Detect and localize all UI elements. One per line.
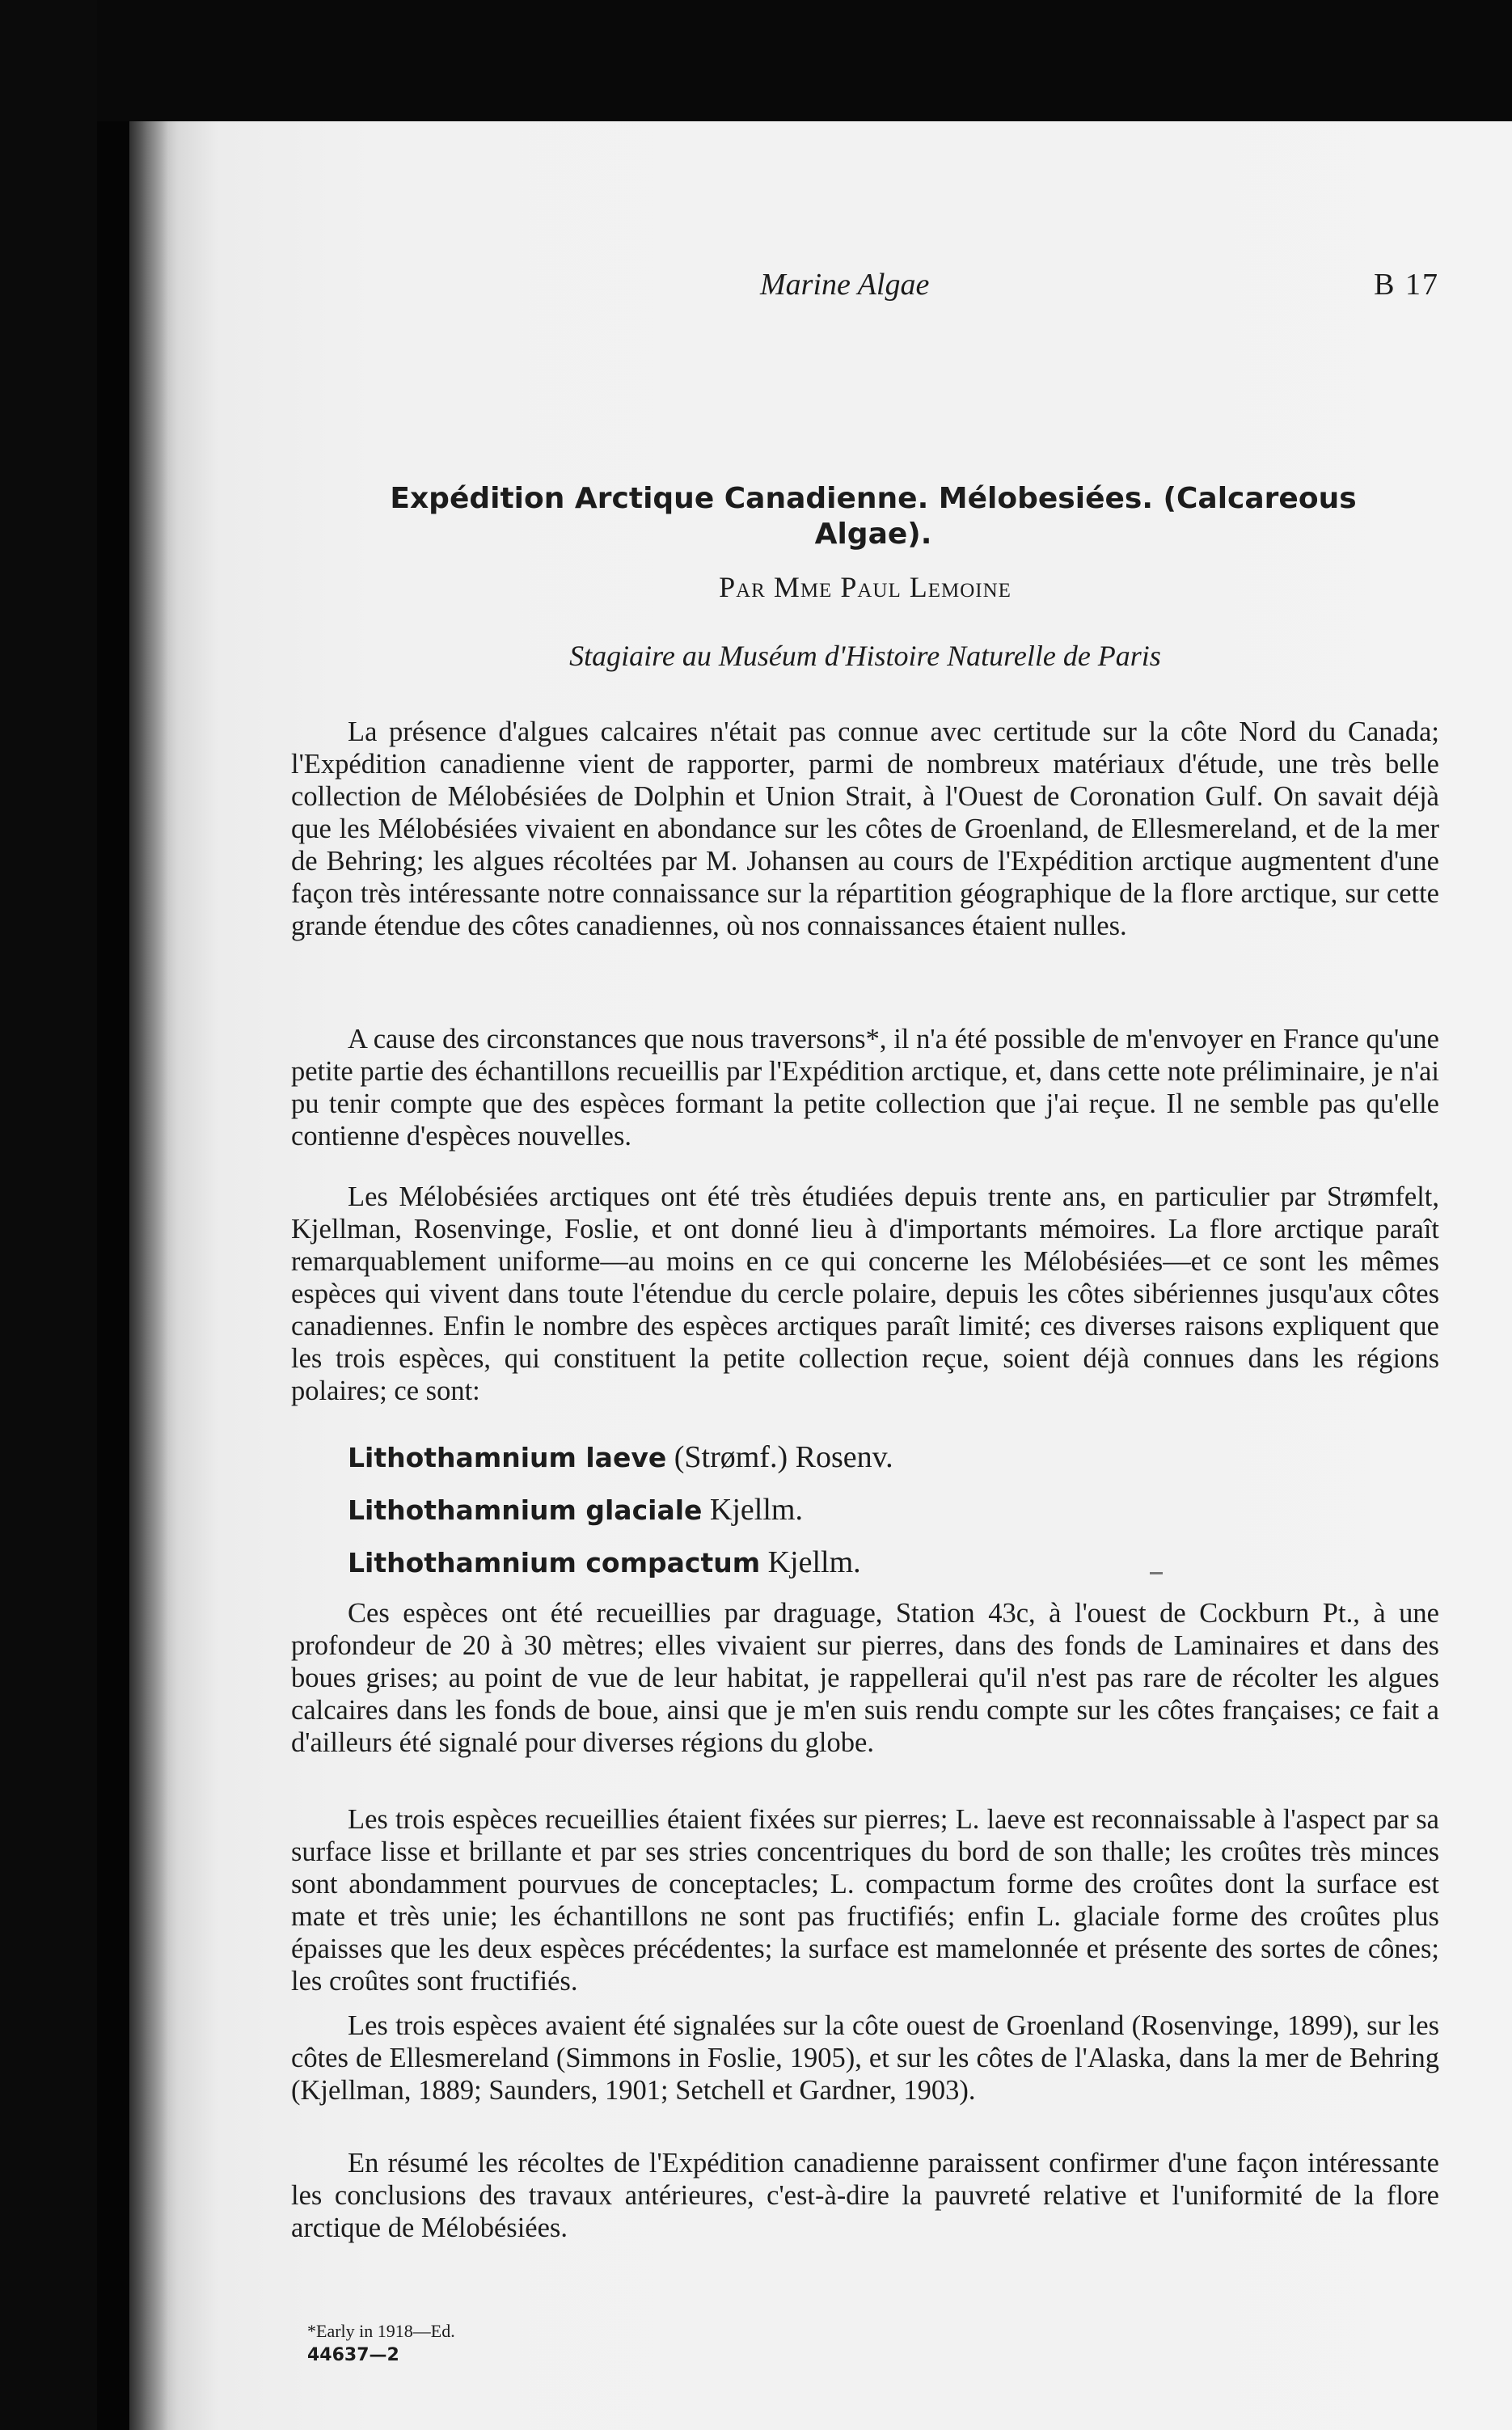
scan-border-left (0, 0, 97, 2430)
page-number: B 17 (1374, 268, 1439, 302)
species-item (348, 1484, 1399, 1536)
species-name: Lithothamnium laeve (348, 1442, 667, 1473)
plate-code: 44637—2 (307, 2345, 399, 2365)
footnote: *Early in 1918—Ed. (307, 2321, 455, 2341)
article-title: Expédition Arctique Canadienne. Mélobesiées. (Calcareous Algae). (390, 482, 1357, 551)
species-item (348, 1431, 1399, 1484)
stray-dash-mark (1150, 1572, 1163, 1574)
document-page (129, 121, 1512, 2430)
running-header (291, 267, 1439, 307)
paragraph-5: Les trois espèces recueillies étaient fixées sur pierres; L. laeve est reconnaissable à l'aspect par sa surface lisse et brillante et par ses stries concentriques du bord de son thalle; les croûtes très minces sont abondamment pourvues de conceptacles; L. compactum forme des croûtes dont la surface est mate et très unie; les échantillons ne sont pas fructifiés; enfin L. glaciale forme des croûtes plus épaisses que les deux espèces précédentes; la surface est mamelonnée et présente des sortes de cônes; les croûtes sont fructifiés. (291, 1804, 1439, 1997)
species-name: Lithothamnium glaciale (348, 1494, 703, 1526)
paragraph-6: Les trois espèces avaient été signalées sur la côte ouest de Groenland (Rosenvinge, 1899), sur les côtes de Ellesmereland (Simmons in Foslie, 1905), et sur les côtes de l'Alaska, dans la mer de Behring (Kjellman, 1889; Saunders, 1901; Setchell et Gardner, 1903). (291, 2010, 1439, 2106)
species-authority: Kjellm. (767, 1545, 861, 1579)
author-line: Par Mme Paul Lemoine (719, 571, 1012, 603)
species-authority: Kjellm. (709, 1493, 803, 1527)
affiliation-line: Stagiaire au Muséum d'Histoire Naturelle de Paris (569, 640, 1161, 672)
species-list (348, 1431, 1399, 1589)
species-item (348, 1536, 1399, 1589)
paragraph-7: En résumé les récoltes de l'Expédition canadienne paraissent confirmer d'une façon intéressante les conclusions des travaux antérieures, c'est-à-dire la pauvreté relative et l'uniformité de la flore arctique de Mélobésiées. (291, 2148, 1439, 2243)
running-title: Marine Algae (760, 268, 930, 302)
species-name: Lithothamnium compactum (348, 1547, 761, 1578)
paragraph-3: Les Mélobésiées arctiques ont été très étudiées depuis trente ans, en particulier par Strømfelt, Kjellman, Rosenvinge, Foslie, et ont donné lieu à d'importants mémoires. La flore arctique paraît remarquablement uniforme—au moins en ce qui concerne les Mélobésiées—et ce sont les mêmes espèces qui vivent dans toute l'étendue du cercle polaire, depuis les côtes sibériennes jusqu'aux côtes canadiennes. Enfin le nombre des espèces arctiques paraît limité; ces diverses raisons expliquent que les trois espèces, qui constituent la petite collection reçue, soient déjà connues dans les régions polaires; ce sont: (291, 1181, 1439, 1406)
scan-border-top (0, 0, 1512, 121)
page-binding-shadow (129, 121, 168, 2430)
paragraph-4: Ces espèces ont été recueillies par draguage, Station 43c, à l'ouest de Cockburn Pt., à une profondeur de 20 à 30 mètres; elles vivaient sur pierres, dans des fonds de Laminaires et dans des boues grises; au point de vue de leur habitat, je rappellerai qu'il n'est pas rare de récolter les algues calcaires dans les fonds de boue, ainsi que je m'en suis rendu compte sur les côtes françaises; ce fait a d'ailleurs été signalé pour diverses régions du globe. (291, 1598, 1439, 1758)
species-authority: (Strømf.) Rosenv. (674, 1440, 893, 1474)
paragraph-1: La présence d'algues calcaires n'était pas connue avec certitude sur la côte Nord du Canada; l'Expédition canadienne vient de rapporter, parmi de nombreux matériaux d'étude, une très belle collection de Mélobésiées de Dolphin et Union Strait, à l'Ouest de Coronation Gulf. On savait déjà que les Mélobésiées vivaient en abondance sur les côtes de Groenland, de Ellesmereland, et de la mer de Behring; les algues récoltées par M. Johansen au cours de l'Expédition arctique augmentent d'une façon très intéressante notre connaissance sur la répartition géographique de la flore arctique, sur cette grande étendue des côtes canadiennes, où nos connaissances étaient nulles. (291, 716, 1439, 941)
paragraph-2: A cause des circonstances que nous traversons*, il n'a été possible de m'envoyer en France qu'une petite partie des échantillons recueillis par l'Expédition arctique, et, dans cette note préliminaire, je n'ai pu tenir compte que des espèces formant la petite collection que j'ai reçue. Il ne semble pas qu'elle contienne d'espèces nouvelles. (291, 1024, 1439, 1152)
